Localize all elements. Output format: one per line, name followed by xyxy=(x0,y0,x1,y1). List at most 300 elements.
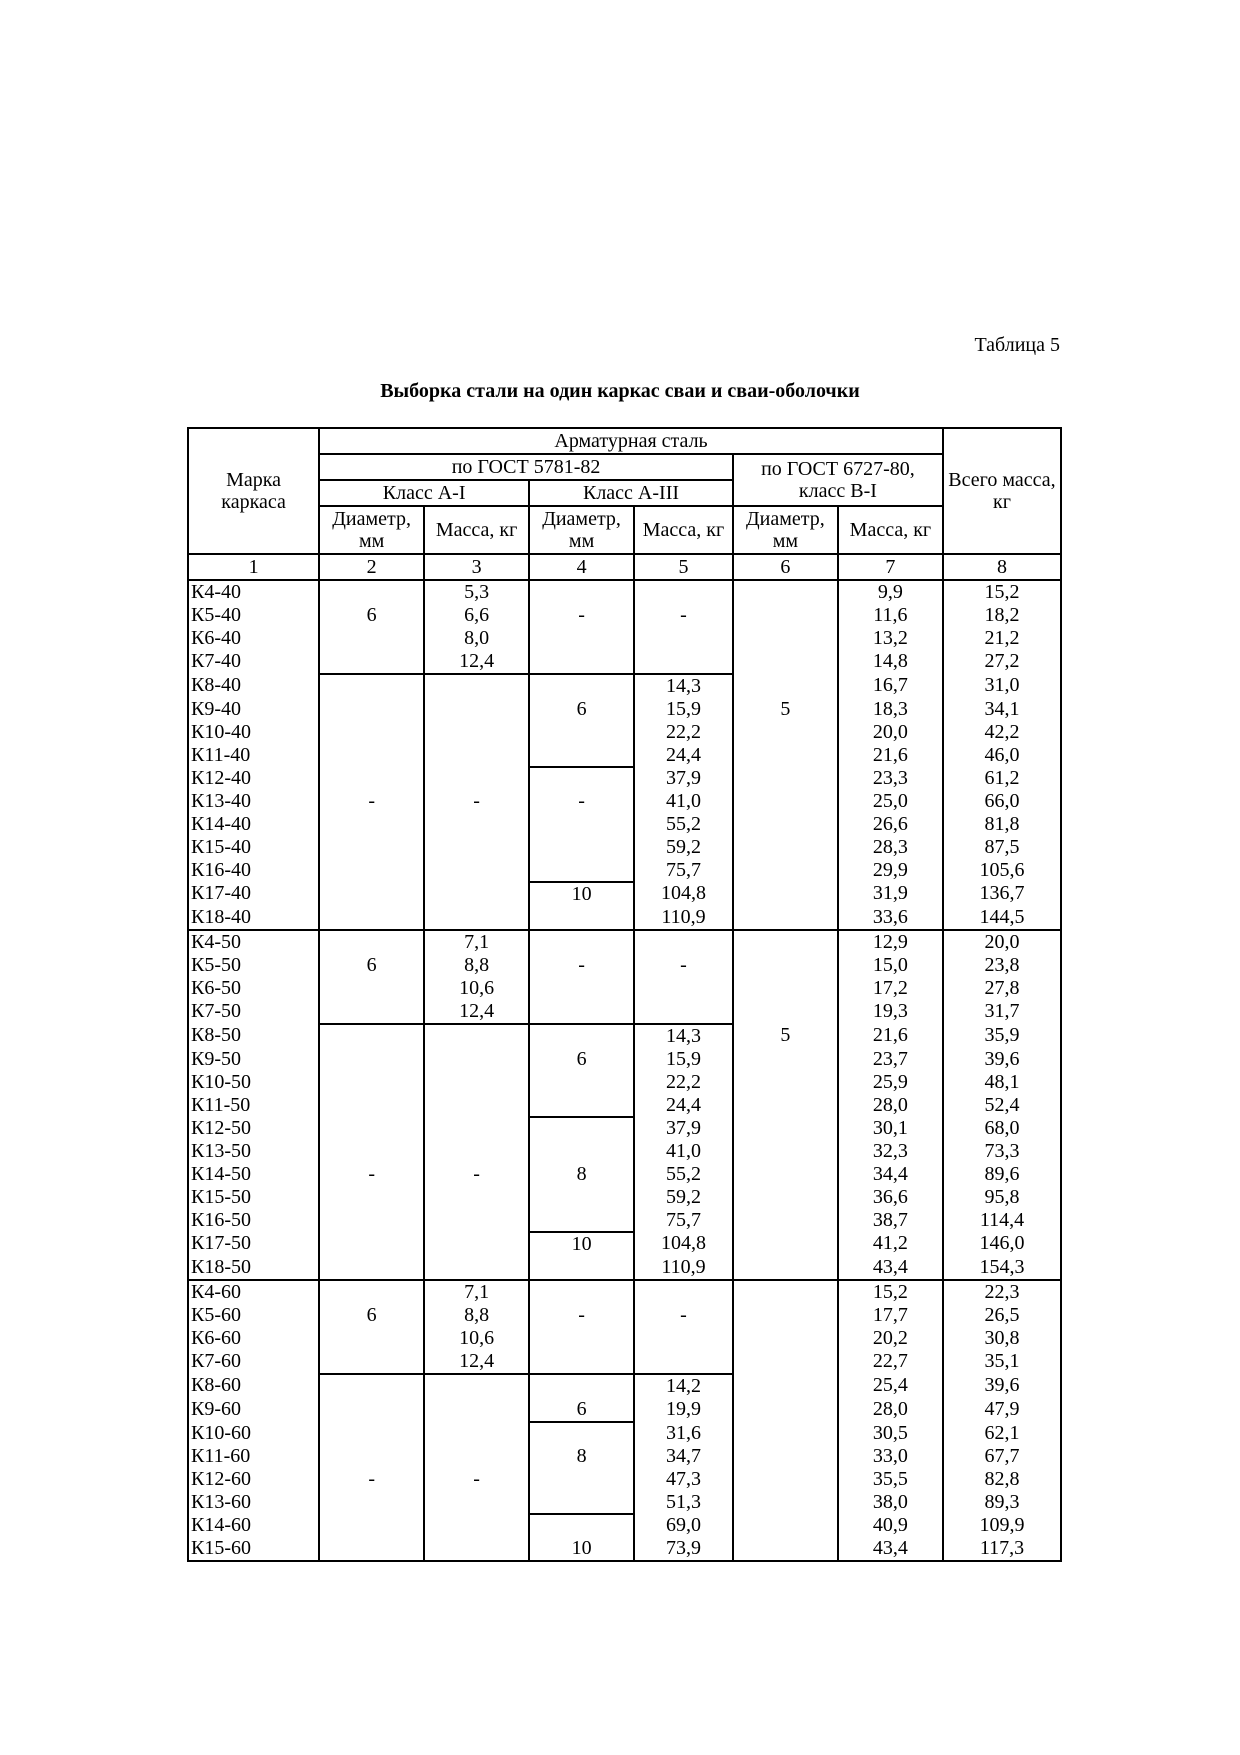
table-row xyxy=(188,1071,1061,1094)
cell-col-8: 73,3 xyxy=(943,1140,1061,1163)
cell-col-2 xyxy=(319,627,424,650)
table-row xyxy=(188,1491,1061,1514)
cell-col-3: - xyxy=(424,1468,529,1491)
cell-col-3 xyxy=(424,1024,529,1048)
table-row xyxy=(188,790,1061,813)
cell-col-5: 55,2 xyxy=(634,1163,733,1186)
table-row xyxy=(188,1327,1061,1350)
cell-col-2 xyxy=(319,1000,424,1024)
cell-col-5: 110,9 xyxy=(634,1256,733,1280)
cell-col-8: 82,8 xyxy=(943,1468,1061,1491)
cell-col-2 xyxy=(319,1398,424,1422)
cell-col-8: 89,6 xyxy=(943,1163,1061,1186)
cell-col-6 xyxy=(733,1280,838,1304)
cell-col-2 xyxy=(319,698,424,721)
cell-col-4 xyxy=(529,1350,634,1374)
cell-col-5: - xyxy=(634,954,733,977)
cell-col-5: 14,3 xyxy=(634,674,733,698)
table-row xyxy=(188,1209,1061,1232)
cell-col-2 xyxy=(319,1232,424,1256)
table-row xyxy=(188,744,1061,767)
cell-col-5: 31,6 xyxy=(634,1422,733,1445)
cell-col-3: 8,8 xyxy=(424,1304,529,1327)
header-gost-6727: по ГОСТ 6727-80, класс В-I xyxy=(733,454,943,506)
table-row xyxy=(188,1163,1061,1186)
cell-col-3 xyxy=(424,674,529,698)
cell-col-3 xyxy=(424,1491,529,1514)
cell-col-8: 21,2 xyxy=(943,627,1061,650)
cell-col-5: 73,9 xyxy=(634,1537,733,1561)
cell-mark: К11-40 xyxy=(188,744,319,767)
cell-col-2 xyxy=(319,1117,424,1140)
cell-col-5 xyxy=(634,1327,733,1350)
cell-col-8: 89,3 xyxy=(943,1491,1061,1514)
cell-col-8: 18,2 xyxy=(943,604,1061,627)
cell-col-2: 6 xyxy=(319,1304,424,1327)
cell-col-8: 61,2 xyxy=(943,767,1061,790)
cell-col-7: 25,9 xyxy=(838,1071,943,1094)
cell-col-5: 19,9 xyxy=(634,1398,733,1422)
cell-col-3: 12,4 xyxy=(424,1000,529,1024)
cell-mark: К13-40 xyxy=(188,790,319,813)
table-row xyxy=(188,627,1061,650)
column-number: 6 xyxy=(733,554,838,580)
cell-col-7: 32,3 xyxy=(838,1140,943,1163)
cell-mark: К9-50 xyxy=(188,1048,319,1071)
cell-col-5: 22,2 xyxy=(634,1071,733,1094)
cell-col-6 xyxy=(733,1163,838,1186)
cell-col-5: 14,2 xyxy=(634,1374,733,1398)
cell-col-5: - xyxy=(634,604,733,627)
cell-col-6 xyxy=(733,1094,838,1117)
cell-col-2 xyxy=(319,744,424,767)
cell-col-5: 22,2 xyxy=(634,721,733,744)
cell-col-7: 43,4 xyxy=(838,1256,943,1280)
table-row xyxy=(188,767,1061,790)
cell-col-2 xyxy=(319,1537,424,1561)
cell-col-7: 43,4 xyxy=(838,1537,943,1561)
cell-col-4 xyxy=(529,836,634,859)
cell-col-4 xyxy=(529,1491,634,1514)
cell-col-3 xyxy=(424,1140,529,1163)
cell-mark: К16-40 xyxy=(188,859,319,882)
cell-col-4 xyxy=(529,930,634,954)
cell-col-7: 30,5 xyxy=(838,1422,943,1445)
cell-col-5: 24,4 xyxy=(634,744,733,767)
cell-col-8: 87,5 xyxy=(943,836,1061,859)
header-mark: Марка каркаса xyxy=(188,428,319,554)
cell-col-2: 6 xyxy=(319,954,424,977)
cell-col-7: 14,8 xyxy=(838,650,943,674)
cell-col-5 xyxy=(634,1350,733,1374)
cell-col-4: - xyxy=(529,604,634,627)
header-diameter: Диаметр, мм xyxy=(319,506,424,554)
cell-col-7: 21,6 xyxy=(838,744,943,767)
cell-col-7: 38,0 xyxy=(838,1491,943,1514)
cell-col-2 xyxy=(319,1350,424,1374)
table-row xyxy=(188,1468,1061,1491)
table-row xyxy=(188,977,1061,1000)
cell-col-3 xyxy=(424,1094,529,1117)
cell-col-4 xyxy=(529,650,634,674)
cell-col-3 xyxy=(424,1186,529,1209)
cell-col-5: 104,8 xyxy=(634,882,733,906)
cell-col-2: 6 xyxy=(319,604,424,627)
column-number: 3 xyxy=(424,554,529,580)
cell-col-6 xyxy=(733,882,838,906)
cell-col-8: 35,9 xyxy=(943,1024,1061,1048)
cell-col-7: 16,7 xyxy=(838,674,943,698)
table-row xyxy=(188,859,1061,882)
cell-mark: К11-60 xyxy=(188,1445,319,1468)
cell-col-6 xyxy=(733,1232,838,1256)
cell-col-6 xyxy=(733,859,838,882)
cell-col-4 xyxy=(529,1140,634,1163)
cell-col-7: 40,9 xyxy=(838,1514,943,1537)
table-row xyxy=(188,580,1061,604)
cell-col-2 xyxy=(319,1374,424,1398)
cell-col-7: 19,3 xyxy=(838,1000,943,1024)
cell-col-6 xyxy=(733,744,838,767)
cell-mark: К6-50 xyxy=(188,977,319,1000)
cell-col-6 xyxy=(733,1445,838,1468)
table-row xyxy=(188,1537,1061,1561)
table-row xyxy=(188,1350,1061,1374)
cell-col-7: 28,0 xyxy=(838,1094,943,1117)
cell-mark: К6-60 xyxy=(188,1327,319,1350)
cell-col-2 xyxy=(319,1514,424,1537)
cell-col-7: 34,4 xyxy=(838,1163,943,1186)
cell-col-3 xyxy=(424,1117,529,1140)
cell-col-3: 7,1 xyxy=(424,930,529,954)
cell-col-5: 59,2 xyxy=(634,836,733,859)
cell-col-6 xyxy=(733,1374,838,1398)
table-row xyxy=(188,882,1061,906)
cell-col-3: 12,4 xyxy=(424,650,529,674)
cell-col-8: 39,6 xyxy=(943,1048,1061,1071)
cell-col-2 xyxy=(319,1256,424,1280)
cell-col-2 xyxy=(319,721,424,744)
cell-col-3: - xyxy=(424,790,529,813)
cell-mark: К7-60 xyxy=(188,1350,319,1374)
cell-col-6 xyxy=(733,906,838,930)
cell-mark: К18-40 xyxy=(188,906,319,930)
cell-col-4 xyxy=(529,859,634,882)
cell-col-6 xyxy=(733,1304,838,1327)
cell-col-7: 20,0 xyxy=(838,721,943,744)
cell-mark: К12-40 xyxy=(188,767,319,790)
table-row xyxy=(188,1256,1061,1280)
cell-col-4 xyxy=(529,1094,634,1117)
cell-col-4: 8 xyxy=(529,1163,634,1186)
cell-col-7: 21,6 xyxy=(838,1024,943,1048)
cell-col-5: 69,0 xyxy=(634,1514,733,1537)
cell-col-3 xyxy=(424,882,529,906)
cell-col-4: 8 xyxy=(529,1445,634,1468)
cell-mark: К13-60 xyxy=(188,1491,319,1514)
table-row xyxy=(188,954,1061,977)
cell-col-7: 36,6 xyxy=(838,1186,943,1209)
cell-col-3: - xyxy=(424,1163,529,1186)
cell-col-4 xyxy=(529,1209,634,1232)
cell-col-7: 30,1 xyxy=(838,1117,943,1140)
table-row xyxy=(188,1048,1061,1071)
cell-mark: К17-50 xyxy=(188,1232,319,1256)
cell-col-2 xyxy=(319,859,424,882)
cell-col-5 xyxy=(634,1000,733,1024)
cell-col-4: 10 xyxy=(529,1232,634,1256)
cell-col-7: 11,6 xyxy=(838,604,943,627)
cell-col-6 xyxy=(733,954,838,977)
column-number: 4 xyxy=(529,554,634,580)
cell-mark: К5-50 xyxy=(188,954,319,977)
cell-col-8: 52,4 xyxy=(943,1094,1061,1117)
cell-col-3 xyxy=(424,1445,529,1468)
cell-col-8: 34,1 xyxy=(943,698,1061,721)
cell-col-7: 28,0 xyxy=(838,1398,943,1422)
table-row xyxy=(188,1514,1061,1537)
cell-col-8: 35,1 xyxy=(943,1350,1061,1374)
cell-col-8: 48,1 xyxy=(943,1071,1061,1094)
table-row xyxy=(188,650,1061,674)
cell-mark: К9-60 xyxy=(188,1398,319,1422)
cell-col-2: - xyxy=(319,1468,424,1491)
cell-col-3: 12,4 xyxy=(424,1350,529,1374)
cell-col-2: - xyxy=(319,790,424,813)
cell-col-4: 10 xyxy=(529,1537,634,1561)
cell-mark: К7-50 xyxy=(188,1000,319,1024)
cell-col-3 xyxy=(424,1071,529,1094)
cell-col-5: 14,3 xyxy=(634,1024,733,1048)
cell-col-8: 20,0 xyxy=(943,930,1061,954)
cell-col-7: 18,3 xyxy=(838,698,943,721)
cell-col-2 xyxy=(319,836,424,859)
cell-col-4: - xyxy=(529,790,634,813)
cell-col-2 xyxy=(319,977,424,1000)
cell-col-8: 68,0 xyxy=(943,1117,1061,1140)
table-row xyxy=(188,1280,1061,1304)
cell-col-3: 7,1 xyxy=(424,1280,529,1304)
cell-col-4: - xyxy=(529,1304,634,1327)
cell-col-2 xyxy=(319,882,424,906)
cell-col-8: 39,6 xyxy=(943,1374,1061,1398)
cell-col-4: 6 xyxy=(529,698,634,721)
steel-table xyxy=(187,427,1062,1562)
cell-col-3 xyxy=(424,836,529,859)
cell-mark: К6-40 xyxy=(188,627,319,650)
cell-col-6 xyxy=(733,674,838,698)
cell-col-4: 6 xyxy=(529,1048,634,1071)
table-row xyxy=(188,813,1061,836)
cell-col-3 xyxy=(424,1232,529,1256)
cell-mark: К8-50 xyxy=(188,1024,319,1048)
cell-col-4 xyxy=(529,906,634,930)
cell-mark: К11-50 xyxy=(188,1094,319,1117)
cell-col-5: 37,9 xyxy=(634,1117,733,1140)
cell-col-8: 114,4 xyxy=(943,1209,1061,1232)
cell-col-6 xyxy=(733,836,838,859)
cell-col-4 xyxy=(529,1327,634,1350)
cell-mark: К17-40 xyxy=(188,882,319,906)
cell-col-3 xyxy=(424,1209,529,1232)
cell-col-7: 15,2 xyxy=(838,1280,943,1304)
cell-col-4 xyxy=(529,1117,634,1140)
cell-col-7: 22,7 xyxy=(838,1350,943,1374)
cell-col-3: 5,3 xyxy=(424,580,529,604)
cell-col-7: 13,2 xyxy=(838,627,943,650)
cell-col-6 xyxy=(733,1491,838,1514)
column-number: 1 xyxy=(188,554,319,580)
cell-col-4 xyxy=(529,1422,634,1445)
table-row xyxy=(188,930,1061,954)
cell-col-6 xyxy=(733,721,838,744)
header-class-a1: Класс А-I xyxy=(319,480,529,506)
cell-col-2 xyxy=(319,813,424,836)
cell-mark: К12-50 xyxy=(188,1117,319,1140)
cell-col-8: 46,0 xyxy=(943,744,1061,767)
cell-col-8: 26,5 xyxy=(943,1304,1061,1327)
cell-mark: К13-50 xyxy=(188,1140,319,1163)
cell-mark: К14-40 xyxy=(188,813,319,836)
header-diameter: Диаметр, мм xyxy=(733,506,838,554)
cell-col-6 xyxy=(733,627,838,650)
cell-col-2 xyxy=(319,1186,424,1209)
cell-mark: К15-40 xyxy=(188,836,319,859)
cell-col-5 xyxy=(634,650,733,674)
table-row xyxy=(188,1140,1061,1163)
cell-mark: К10-50 xyxy=(188,1071,319,1094)
cell-col-8: 47,9 xyxy=(943,1398,1061,1422)
cell-mark: К4-50 xyxy=(188,930,319,954)
cell-col-7: 20,2 xyxy=(838,1327,943,1350)
cell-col-5 xyxy=(634,930,733,954)
cell-mark: К15-60 xyxy=(188,1537,319,1561)
cell-col-4 xyxy=(529,1000,634,1024)
cell-col-2 xyxy=(319,1094,424,1117)
cell-col-4 xyxy=(529,1280,634,1304)
cell-col-7: 23,7 xyxy=(838,1048,943,1071)
cell-mark: К7-40 xyxy=(188,650,319,674)
cell-col-4 xyxy=(529,767,634,790)
cell-col-3 xyxy=(424,859,529,882)
cell-mark: К4-60 xyxy=(188,1280,319,1304)
cell-col-6 xyxy=(733,1514,838,1537)
table-row xyxy=(188,1422,1061,1445)
cell-col-8: 146,0 xyxy=(943,1232,1061,1256)
cell-col-5: 75,7 xyxy=(634,859,733,882)
cell-col-3 xyxy=(424,1398,529,1422)
table-row xyxy=(188,1445,1061,1468)
cell-col-5: 34,7 xyxy=(634,1445,733,1468)
cell-col-7: 29,9 xyxy=(838,859,943,882)
cell-mark: К16-50 xyxy=(188,1209,319,1232)
table-row xyxy=(188,836,1061,859)
cell-col-6 xyxy=(733,1468,838,1491)
cell-col-7: 35,5 xyxy=(838,1468,943,1491)
header-mass: Масса, кг xyxy=(424,506,529,554)
cell-col-3 xyxy=(424,1514,529,1537)
cell-col-6 xyxy=(733,1140,838,1163)
column-number: 2 xyxy=(319,554,424,580)
cell-col-2 xyxy=(319,1209,424,1232)
cell-col-6 xyxy=(733,1398,838,1422)
cell-col-8: 30,8 xyxy=(943,1327,1061,1350)
cell-col-6 xyxy=(733,1209,838,1232)
cell-col-8: 42,2 xyxy=(943,721,1061,744)
cell-col-7: 17,2 xyxy=(838,977,943,1000)
header-gost-5781: по ГОСТ 5781-82 xyxy=(319,454,733,480)
table-row xyxy=(188,1117,1061,1140)
cell-col-8: 31,0 xyxy=(943,674,1061,698)
cell-col-4 xyxy=(529,721,634,744)
cell-col-6 xyxy=(733,1048,838,1071)
cell-col-4 xyxy=(529,1256,634,1280)
cell-col-3 xyxy=(424,906,529,930)
cell-col-8: 144,5 xyxy=(943,906,1061,930)
cell-col-7: 28,3 xyxy=(838,836,943,859)
cell-col-6 xyxy=(733,790,838,813)
cell-col-2 xyxy=(319,1071,424,1094)
cell-col-5 xyxy=(634,1280,733,1304)
column-number: 8 xyxy=(943,554,1061,580)
cell-col-8: 109,9 xyxy=(943,1514,1061,1537)
cell-col-4 xyxy=(529,1468,634,1491)
cell-col-8: 81,8 xyxy=(943,813,1061,836)
table-row xyxy=(188,698,1061,721)
cell-col-3 xyxy=(424,744,529,767)
cell-col-2: - xyxy=(319,1163,424,1186)
cell-col-3 xyxy=(424,813,529,836)
cell-col-2 xyxy=(319,1445,424,1468)
cell-col-6 xyxy=(733,977,838,1000)
cell-col-4 xyxy=(529,1024,634,1048)
cell-col-6 xyxy=(733,650,838,674)
column-number: 7 xyxy=(838,554,943,580)
cell-col-2 xyxy=(319,1140,424,1163)
cell-col-4 xyxy=(529,580,634,604)
cell-col-4 xyxy=(529,1186,634,1209)
cell-col-3 xyxy=(424,767,529,790)
cell-col-8: 23,8 xyxy=(943,954,1061,977)
header-total: Всего масса, кг xyxy=(943,428,1061,554)
cell-col-2 xyxy=(319,1024,424,1048)
cell-col-8: 136,7 xyxy=(943,882,1061,906)
header-mass: Масса, кг xyxy=(634,506,733,554)
cell-col-8: 27,8 xyxy=(943,977,1061,1000)
cell-col-8: 105,6 xyxy=(943,859,1061,882)
cell-mark: К10-40 xyxy=(188,721,319,744)
cell-col-6 xyxy=(733,580,838,604)
cell-col-7: 15,0 xyxy=(838,954,943,977)
cell-col-7: 12,9 xyxy=(838,930,943,954)
table-body xyxy=(188,580,1061,1561)
cell-col-3 xyxy=(424,1048,529,1071)
table-row xyxy=(188,906,1061,930)
cell-col-7: 41,2 xyxy=(838,1232,943,1256)
cell-col-3: 8,0 xyxy=(424,627,529,650)
table-row xyxy=(188,1094,1061,1117)
cell-col-2 xyxy=(319,906,424,930)
cell-col-7: 9,9 xyxy=(838,580,943,604)
cell-col-7: 25,0 xyxy=(838,790,943,813)
table-row xyxy=(188,1024,1061,1048)
cell-mark: К8-60 xyxy=(188,1374,319,1398)
cell-col-5: 110,9 xyxy=(634,906,733,930)
cell-col-5: 104,8 xyxy=(634,1232,733,1256)
cell-col-7: 26,6 xyxy=(838,813,943,836)
cell-col-5: 24,4 xyxy=(634,1094,733,1117)
cell-col-3 xyxy=(424,1537,529,1561)
